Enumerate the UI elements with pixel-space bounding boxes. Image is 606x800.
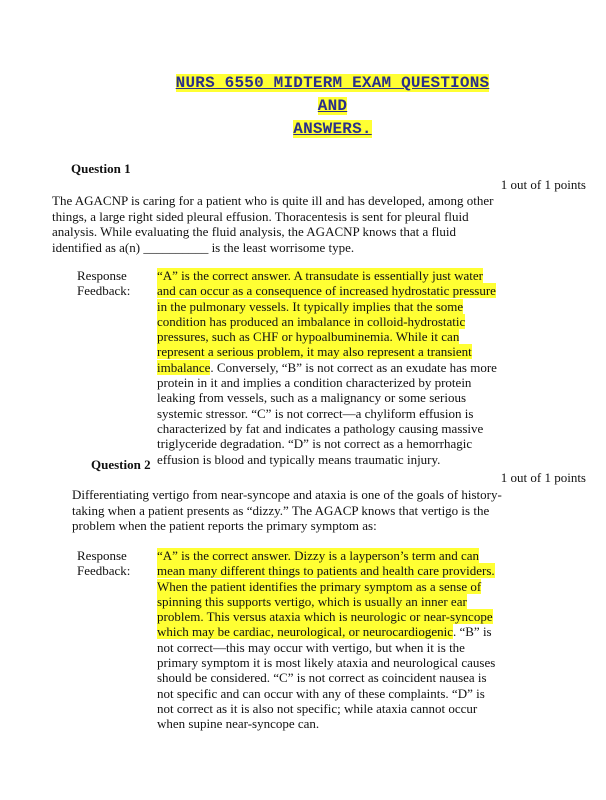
question-2-points: 1 out of 1 points <box>500 470 586 485</box>
question-1-feedback-highlight: “A” is the correct answer. A transudate is essentially just water and can occur as a consequence of increased hydrostatic pressure in the pulmonary vessels. It typically implies that the some condition has produced an imbalance in colloid-hydrostatic pressures, such as CHF or hypoalbuminemia. While it can represent a serious problem, it may also represent a transient imbalance <box>157 268 496 375</box>
question-1-feedback-label: Feedback: <box>77 283 131 298</box>
title-line-2: ANSWERS. <box>293 120 372 138</box>
question-2-feedback <box>157 548 497 732</box>
question-1-response-label: Response <box>77 268 127 283</box>
question-2-heading: Question 2 <box>91 457 151 472</box>
title-line-1: NURS 6550 MIDTERM EXAM QUESTIONS AND <box>175 74 490 115</box>
question-1-text: The AGACNP is caring for a patient who is quite ill and has developed, among other things, a large right sided pleural effusion. Thoracentesis is sent for pleural fluid analysis. While evaluating the fluid analysis, the AGACNP knows that a fluid identified as a(n) __________ is the least worrisome type. <box>52 193 494 255</box>
question-2-feedback-highlight: “A” is the correct answer. Dizzy is a layperson’s term and can mean many different things to patients and health care providers. When the patient identifies the primary symptom as a sense of spinning this supports vertigo, which is usually an inner ear problem. This versus ataxia which is neurologic or near-syncope which may be cardiac, neurological, or neurocardiogenic <box>157 548 495 640</box>
question-2-text: Differentiating vertigo from near-syncope and ataxia is one of the goals of history-taking when a patient presents as “dizzy.” The AGACP knows that vertigo is the problem when the patient reports the primary symptom as: <box>72 487 502 533</box>
question-2-feedback-rest: . “B” is not correct—this may occur with vertigo, but when it is the primary symptom it is most likely ataxia and neurological causes should be considered. “C” is not correct as coincident nausea is not specific and can occur with any of these complaints. “D” is not correct as it is also not specific; while ataxia cannot occur when supine near-syncope can. <box>157 624 496 732</box>
question-1-heading: Question 1 <box>71 161 131 176</box>
document-title <box>160 72 505 141</box>
question-2-feedback-label: Feedback: <box>77 563 131 578</box>
question-1-feedback <box>157 268 497 467</box>
question-1-points: 1 out of 1 points <box>500 177 586 192</box>
question-2-response-label: Response <box>77 548 127 563</box>
question-1-feedback-rest: . Conversely, “B” is not correct as an exudate has more protein in it and implies a condition characterized by protein leaking from vessels, such as a malignancy or some serious systemic stressor. “C” is not correct—a chyliform effusion is characterized by fat and indicates a pathology causing massive triglyceride degradation. “D” is not correct as a hemorrhagic effusion is blood and typically means traumatic injury. <box>157 359 497 467</box>
